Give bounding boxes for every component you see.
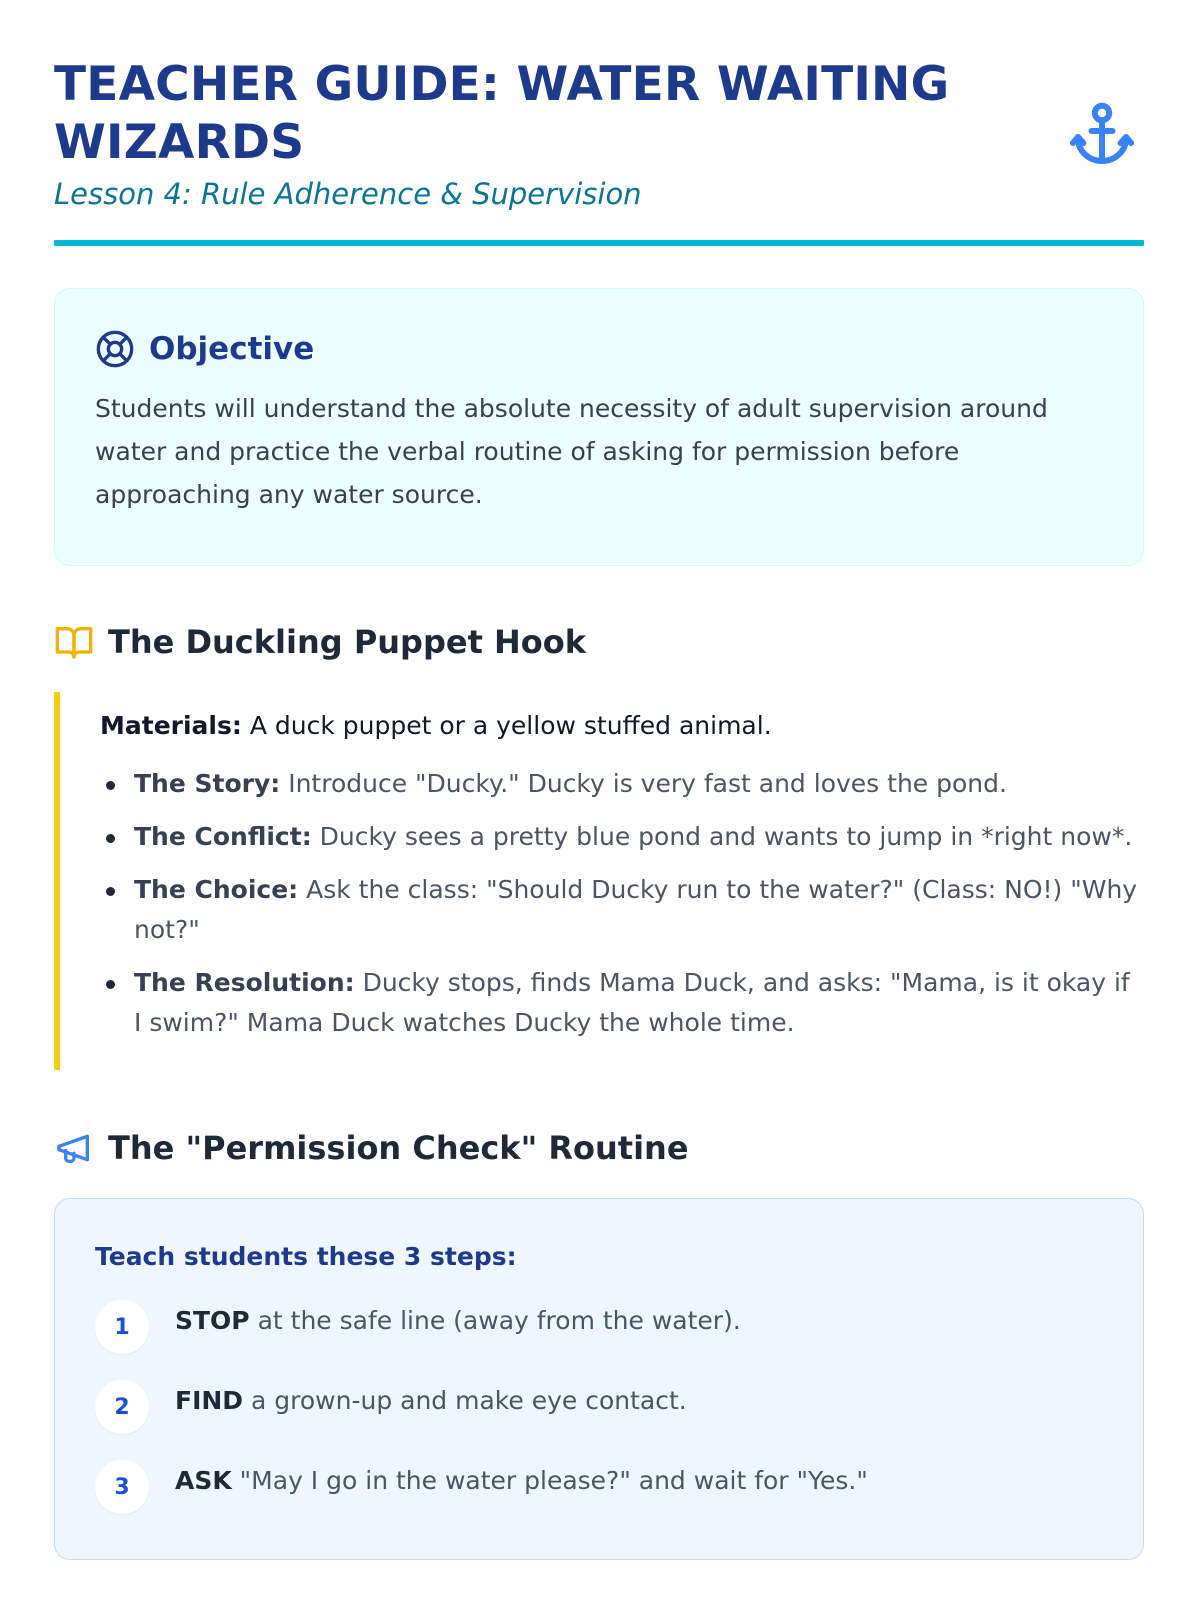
list-item: [100, 817, 1144, 857]
step-number-badge: 3: [95, 1460, 149, 1514]
life-buoy-icon: [95, 329, 135, 369]
bullet-label: The Story:: [134, 769, 281, 798]
step-number-badge: 2: [95, 1380, 149, 1434]
routine-card: [54, 1198, 1144, 1560]
step-item: [95, 1297, 1103, 1357]
step-text: [175, 1463, 868, 1499]
page-title: TEACHER GUIDE: WATER WAITING WIZARDS: [54, 57, 950, 170]
step-keyword: ASK: [175, 1466, 232, 1495]
materials-line: [100, 708, 1144, 744]
step-keyword: FIND: [175, 1386, 244, 1415]
anchor-icon: [1066, 96, 1138, 172]
megaphone-icon: [54, 1128, 94, 1168]
bullet-text: Introduce "Ducky." Ducky is very fast and loves the pond.: [280, 769, 1007, 798]
open-book-icon: [54, 622, 94, 662]
step-item: [95, 1457, 1103, 1517]
routine-heading: [54, 1128, 1144, 1168]
step-item: [95, 1377, 1103, 1437]
step-description: a grown-up and make eye contact.: [243, 1386, 687, 1415]
bullet-label: The Choice:: [134, 875, 299, 904]
bullet-text: Ducky sees a pretty blue pond and wants to jump in *right now*.: [311, 822, 1133, 851]
step-number-badge: 1: [95, 1300, 149, 1354]
list-item: [100, 764, 1144, 804]
materials-label: Materials:: [100, 711, 242, 740]
hook-heading: [54, 622, 1144, 662]
step-keyword: STOP: [175, 1306, 250, 1335]
hook-content: [54, 692, 1144, 1070]
step-description: at the safe line (away from the water).: [249, 1306, 741, 1335]
guide-header: [54, 0, 1144, 246]
objective-text: Students will understand the absolute necessity of adult supervision around water and practice the verbal routine of asking for permission before approaching any water source.: [95, 394, 1048, 509]
bullet-label: The Conflict:: [134, 822, 312, 851]
objective-card: [54, 288, 1144, 566]
hook-title: The Duckling Puppet Hook: [108, 623, 587, 661]
bullet-text: Ducky stops, finds Mama Duck, and asks: "Mama, is it okay if I swim?" Mama Duck watches Ducky the whole time.: [134, 968, 1130, 1037]
routine-steps: [95, 1297, 1103, 1517]
list-item: [100, 963, 1144, 1043]
hook-steps-list: [100, 764, 1144, 1043]
step-text: [175, 1303, 741, 1339]
bullet-text: Ask the class: "Should Ducky run to the water?" (Class: NO!) "Why not?": [134, 875, 1138, 944]
header-divider: [54, 240, 1144, 246]
step-description: "May I go in the water please?" and wait for "Yes.": [231, 1466, 868, 1495]
lesson-subtitle: Lesson 4: Rule Adherence & Supervision: [54, 177, 642, 211]
materials-text: A duck puppet or a yellow stuffed animal.: [241, 711, 772, 740]
routine-title: The "Permission Check" Routine: [108, 1129, 689, 1167]
objective-heading: [95, 329, 1103, 369]
routine-intro: Teach students these 3 steps:: [95, 1242, 517, 1271]
objective-title: Objective: [149, 331, 315, 367]
bullet-label: The Resolution:: [134, 968, 355, 997]
step-text: [175, 1383, 687, 1419]
list-item: [100, 870, 1144, 950]
